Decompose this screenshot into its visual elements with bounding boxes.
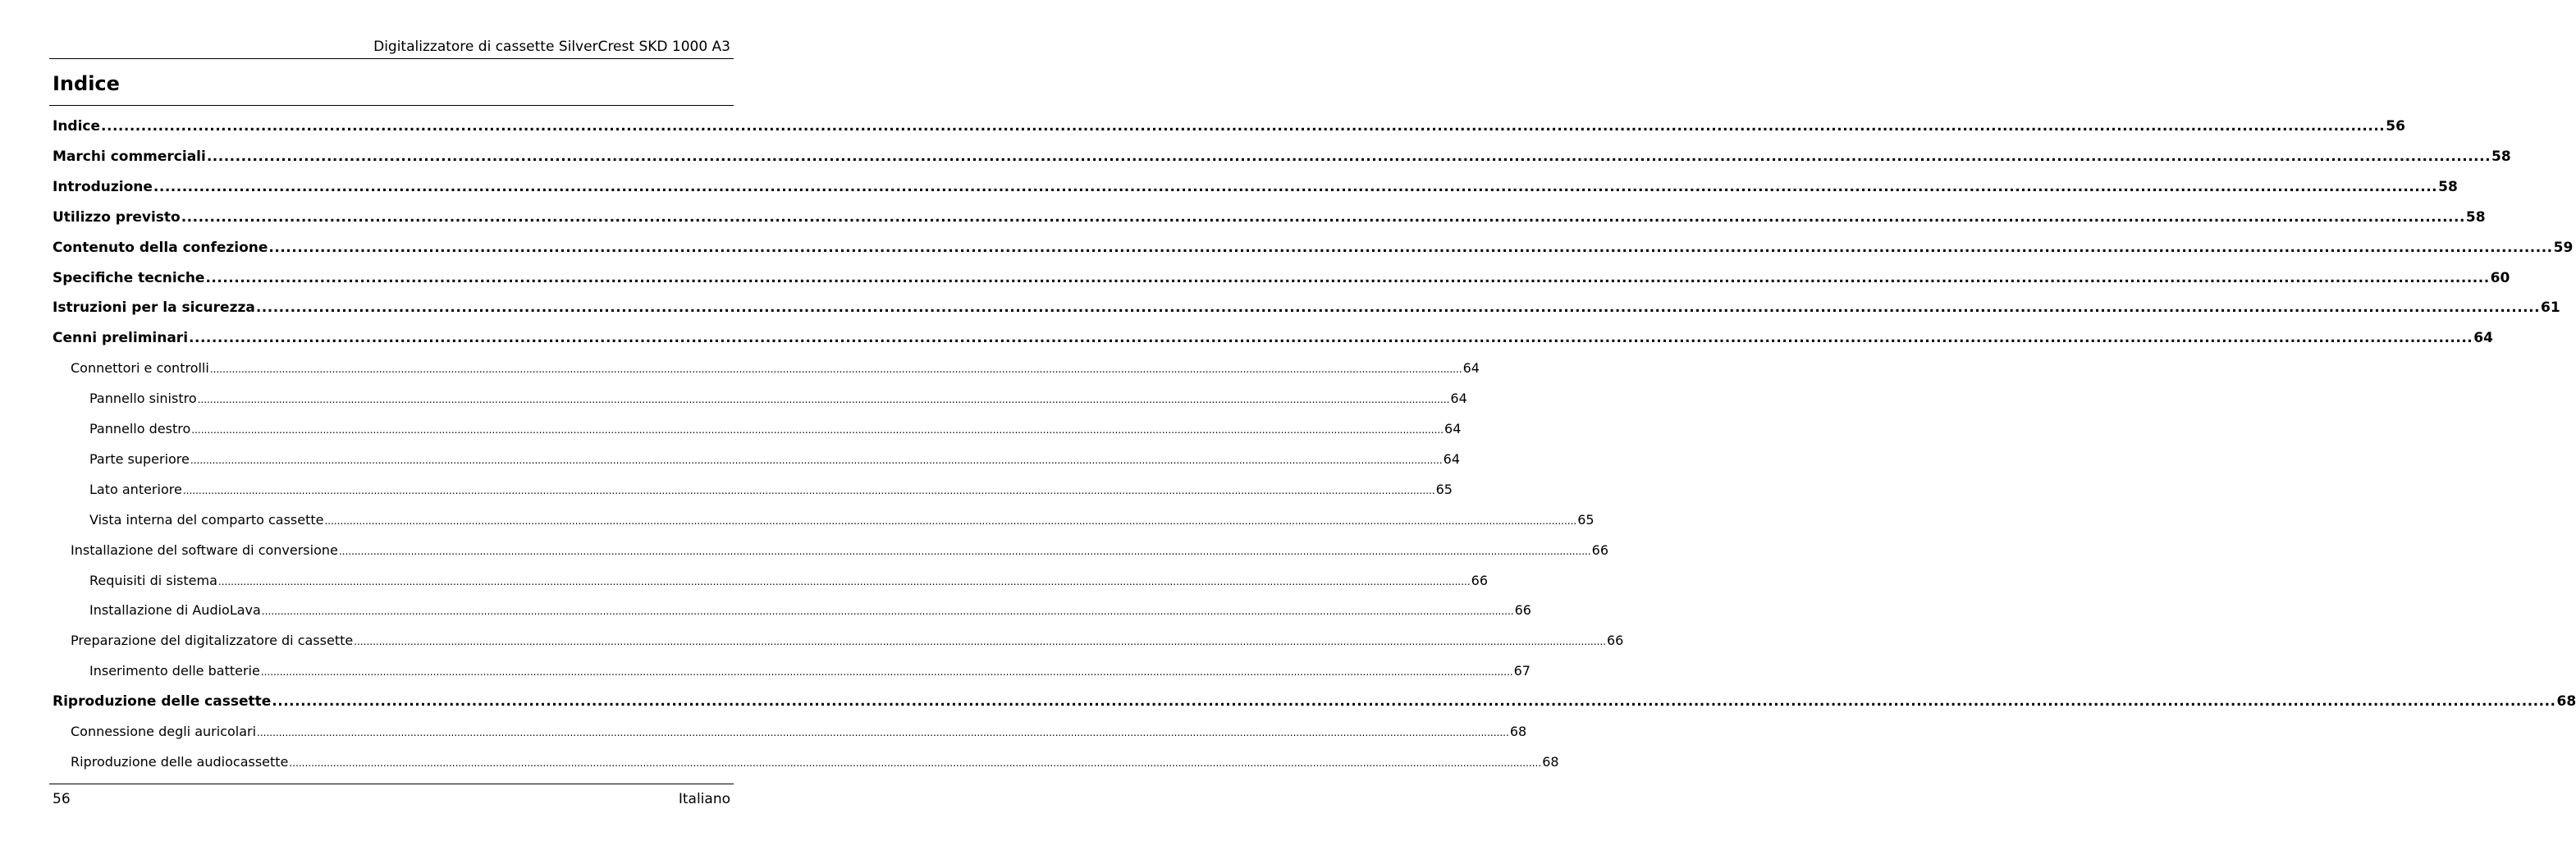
- toc-entry-page: 66: [1591, 542, 1608, 558]
- toc-leader-dots: ................................................................................................................................................................................................................................................................................................................................................................................................................: [153, 179, 2438, 195]
- toc-entry[interactable]: [53, 692, 2576, 711]
- toc-entry-label: Indice: [53, 118, 101, 135]
- toc-entry-page: 66: [1514, 602, 1531, 618]
- toc-entry-page: 64: [1450, 391, 1467, 406]
- toc-entry-label: Vista interna del comparto cassette: [89, 512, 324, 528]
- toc-leader-dots: ................................................................................................................................................................................................................................................................................................................................................................................................................: [217, 576, 1471, 587]
- toc-entry[interactable]: [53, 117, 2405, 136]
- toc-entry[interactable]: [53, 298, 2560, 318]
- toc-leader-dots: ................................................................................................................................................................................................................................................................................................................................................................................................................: [272, 693, 2556, 710]
- toc-entry-label: Installazione del software di conversione: [71, 542, 338, 558]
- toc-leader-dots: ................................................................................................................................................................................................................................................................................................................................................................................................................: [289, 757, 1542, 769]
- toc-entry-label: Parte superiore: [89, 451, 190, 467]
- toc-entry-label: Inserimento delle batterie: [89, 663, 260, 679]
- toc-entry[interactable]: [53, 147, 2511, 167]
- toc-leader-dots: ................................................................................................................................................................................................................................................................................................................................................................................................................: [190, 455, 1443, 466]
- toc-entry[interactable]: [89, 601, 1531, 620]
- toc-entry-page: 65: [1577, 512, 1595, 528]
- toc-entry[interactable]: [71, 541, 1608, 560]
- toc-leader-dots: ................................................................................................................................................................................................................................................................................................................................................................................................................: [338, 546, 1591, 557]
- toc-entry[interactable]: [71, 631, 1624, 651]
- toc-entry-page: 68: [1542, 754, 1559, 770]
- toc-entry-page: 66: [1606, 633, 1624, 648]
- toc-entry[interactable]: [53, 328, 2493, 348]
- toc-entry[interactable]: [53, 177, 2458, 197]
- toc-entry[interactable]: [71, 359, 1480, 378]
- toc-heading: Indice: [53, 72, 120, 95]
- toc-entry-page: 68: [2556, 693, 2576, 710]
- toc-entry[interactable]: [89, 450, 1461, 469]
- title-rule: [49, 105, 734, 106]
- toc-entry[interactable]: [89, 389, 1467, 409]
- toc-entry-label: Istruzioni per la sicurezza: [53, 299, 255, 316]
- toc-entry[interactable]: [53, 238, 2574, 258]
- toc-entry-label: Marchi commerciali: [53, 149, 206, 165]
- toc-leader-dots: ................................................................................................................................................................................................................................................................................................................................................................................................................: [324, 515, 1577, 527]
- toc-entry-label: Pannello destro: [89, 421, 191, 436]
- toc-entry-label: Requisiti di sistema: [89, 573, 217, 588]
- toc-leader-dots: ................................................................................................................................................................................................................................................................................................................................................................................................................: [209, 363, 1462, 375]
- toc-entry-label: Utilizzo previsto: [53, 209, 181, 226]
- footer-language: Italiano: [678, 791, 730, 807]
- running-header: Digitalizzatore di cassette SilverCrest SKD 1000 A3: [373, 39, 730, 55]
- toc-entry-page: 65: [1435, 482, 1453, 497]
- toc-entry-label: Preparazione del digitalizzatore di cassette: [71, 633, 354, 648]
- toc-leader-dots: ................................................................................................................................................................................................................................................................................................................................................................................................................: [181, 209, 2465, 226]
- footer-page-number: 56: [53, 791, 71, 807]
- toc-entry-label: Riproduzione delle cassette: [53, 693, 272, 710]
- toc-leader-dots: ................................................................................................................................................................................................................................................................................................................................................................................................................: [182, 485, 1435, 496]
- toc-leader-dots: ................................................................................................................................................................................................................................................................................................................................................................................................................: [206, 149, 2491, 165]
- toc-leader-dots: ................................................................................................................................................................................................................................................................................................................................................................................................................: [268, 240, 2553, 256]
- toc-leader-dots: ................................................................................................................................................................................................................................................................................................................................................................................................................: [205, 270, 2490, 286]
- toc-leader-dots: ................................................................................................................................................................................................................................................................................................................................................................................................................: [354, 636, 1606, 647]
- toc-entry-label: Connettori e controlli: [71, 360, 209, 376]
- toc-leader-dots: ................................................................................................................................................................................................................................................................................................................................................................................................................: [189, 330, 2473, 346]
- toc-entry[interactable]: [89, 510, 1595, 530]
- toc-entry-page: 58: [2491, 149, 2511, 165]
- toc-leader-dots: ................................................................................................................................................................................................................................................................................................................................................................................................................: [257, 727, 1509, 738]
- toc-entry-page: 64: [1443, 451, 1461, 467]
- toc-entry[interactable]: [89, 661, 1531, 681]
- toc-entry-label: Contenuto della confezione: [53, 240, 268, 256]
- toc-entry-page: 64: [2473, 330, 2493, 346]
- toc-entry-page: 56: [2386, 118, 2405, 135]
- toc-leader-dots: ................................................................................................................................................................................................................................................................................................................................................................................................................: [191, 424, 1444, 436]
- toc-entry-label: Specifiche tecniche: [53, 270, 205, 286]
- toc-entry[interactable]: [53, 208, 2486, 227]
- toc-entry-page: 61: [2541, 299, 2560, 316]
- toc-entry-label: Cenni preliminari: [53, 330, 189, 346]
- toc-entry-label: Installazione di AudioLava: [89, 602, 261, 618]
- toc-entry-page: 67: [1513, 663, 1531, 679]
- toc-leader-dots: ................................................................................................................................................................................................................................................................................................................................................................................................................: [260, 666, 1513, 678]
- toc-entry-page: 58: [2465, 209, 2486, 226]
- toc-entry-page: 68: [1509, 724, 1527, 739]
- toc-entry-label: Riproduzione delle audiocassette: [71, 754, 289, 770]
- toc-entry-label: Introduzione: [53, 179, 153, 195]
- toc-entry-page: 59: [2553, 240, 2574, 256]
- toc-leader-dots: ................................................................................................................................................................................................................................................................................................................................................................................................................: [197, 394, 1450, 405]
- toc-entry-label: Connessione degli auricolari: [71, 724, 257, 739]
- toc-leader-dots: ................................................................................................................................................................................................................................................................................................................................................................................................................: [255, 299, 2541, 316]
- toc-entry-label: Lato anteriore: [89, 482, 182, 497]
- toc-entry[interactable]: [71, 752, 1559, 772]
- toc-entry[interactable]: [89, 571, 1489, 591]
- toc-entry[interactable]: [89, 480, 1453, 500]
- toc-entry-page: 64: [1444, 421, 1462, 436]
- header-rule: [49, 58, 734, 59]
- toc-entry-label: Pannello sinistro: [89, 391, 197, 406]
- toc-entry[interactable]: [89, 419, 1462, 439]
- toc-entry-page: 60: [2490, 270, 2510, 286]
- toc-entry-page: 66: [1471, 573, 1489, 588]
- toc-entry-page: 64: [1462, 360, 1480, 376]
- toc-entry[interactable]: [71, 722, 1527, 742]
- toc-leader-dots: ................................................................................................................................................................................................................................................................................................................................................................................................................: [101, 118, 2386, 135]
- toc-entry[interactable]: [53, 268, 2510, 288]
- toc-leader-dots: ................................................................................................................................................................................................................................................................................................................................................................................................................: [261, 606, 1514, 617]
- toc-entry-page: 58: [2438, 179, 2458, 195]
